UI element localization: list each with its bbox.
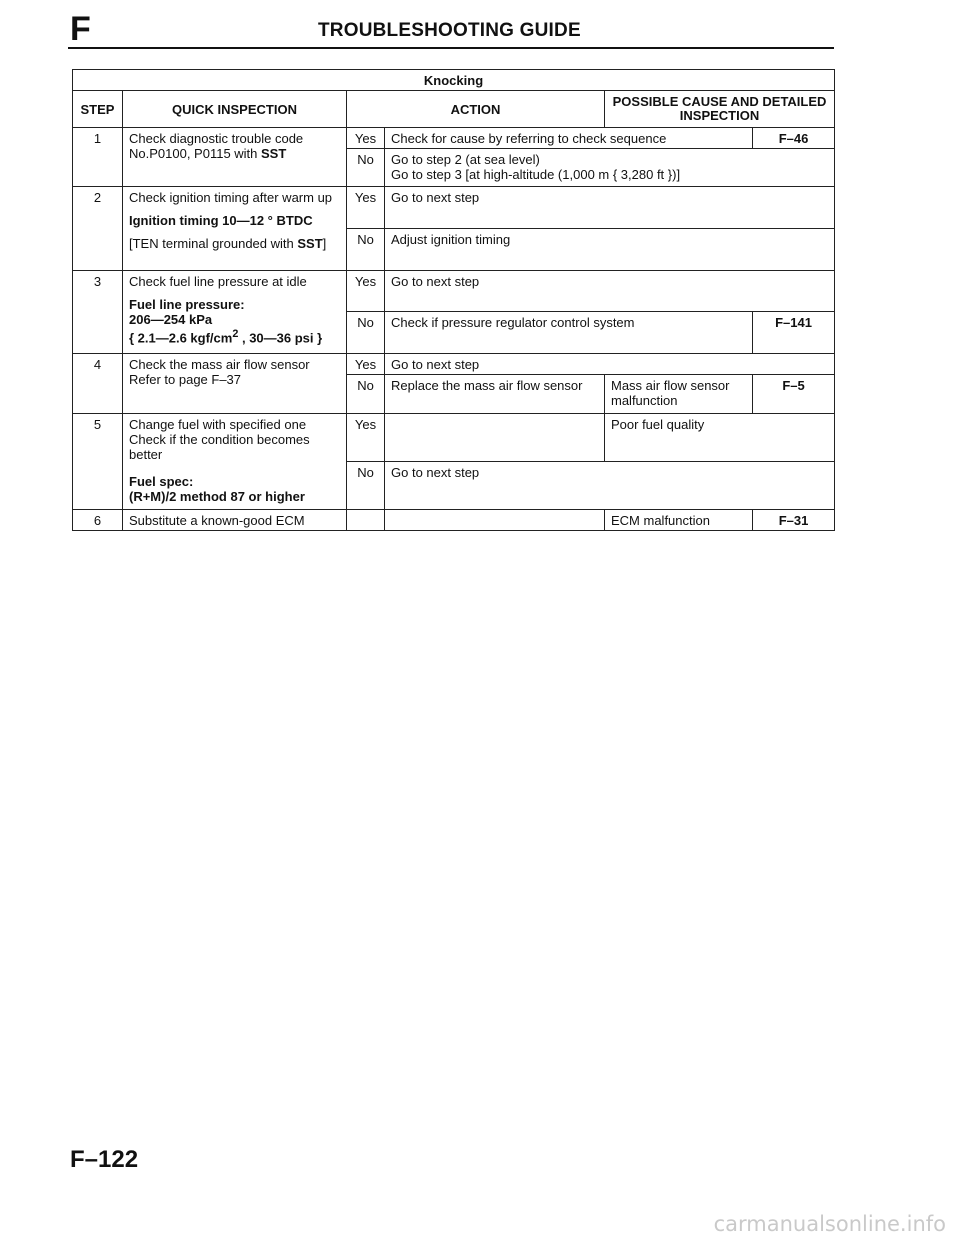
table-row [73,414,835,462]
yes-label: Yes [347,271,385,312]
no-label: No [347,149,385,187]
inspection-line: Check if the condition becomes [129,432,310,447]
table-row [73,128,835,149]
inspection-line: Check fuel line pressure at idle [129,274,307,289]
table-row [73,271,835,312]
inspection-line: Change fuel with specified one [129,417,307,432]
yes-label: Yes [347,187,385,229]
troubleshooting-table [72,69,835,531]
quick-inspection-cell [123,128,347,187]
quick-inspection-cell [123,354,347,414]
note-bold: SST [297,236,323,251]
inspection-line: Refer to page F–37 [129,372,242,387]
cause-cell: ECM malfunction [605,510,753,531]
column-header-step: STEP [73,91,123,128]
cause-cell: Poor fuel quality [605,414,835,462]
inspection-text: No.P0100, P0115 with [129,146,262,161]
yes-label: Yes [347,354,385,375]
inspection-spec: Fuel spec: [129,474,194,489]
step-number: 5 [73,414,123,510]
inspection-spec: Fuel line pressure: [129,297,245,312]
column-header-possible-cause: POSSIBLE CAUSE AND DETAILED INSPECTION [605,91,835,128]
cause-line: malfunction [611,393,678,408]
cause-line: Mass air flow sensor [611,378,730,393]
table-row [73,354,835,375]
step-number: 2 [73,187,123,271]
inspection-spec: 206—254 kPa [129,312,213,327]
watermark: carmanualsonline.info [713,1212,946,1236]
action-cell: Check for cause by referring to check sequence [385,128,753,149]
step-number: 6 [73,510,123,531]
no-label: No [347,312,385,354]
step-number: 4 [73,354,123,414]
table-row [73,187,835,229]
action-cell [385,510,605,531]
inspection-line: Check the mass air flow sensor [129,357,310,372]
header-rule [68,47,834,49]
yes-no-cell [347,510,385,531]
yes-label: Yes [347,414,385,462]
cause-cell [605,375,753,414]
column-header-action: ACTION [347,91,605,128]
page-title: TROUBLESHOOTING GUIDE [318,20,581,41]
note-text: ] [322,236,327,251]
no-label: No [347,229,385,271]
action-line: Go to step 3 [at high-altitude (1,000 m { 3,280 ft })] [391,167,681,182]
action-cell: Go to next step [385,187,835,229]
inspection-bold: SST [261,146,287,161]
quick-inspection-cell [123,271,347,354]
note-text: [TEN terminal grounded with [129,236,298,251]
reference-cell: F–141 [753,312,835,354]
spec-text: { 2.1—2.6 kgf/cm [129,330,233,346]
spec-text: , 30—36 psi } [238,330,323,346]
page-number: F–122 [70,1146,139,1173]
action-cell [385,149,835,187]
no-label: No [347,462,385,510]
column-header-quick-inspection: QUICK INSPECTION [123,91,347,128]
action-line: Go to step 2 (at sea level) [391,152,540,167]
quick-inspection-cell [123,187,347,271]
action-cell: Go to next step [385,354,835,375]
step-number: 1 [73,128,123,187]
step-number: 3 [73,271,123,354]
quick-inspection-cell: Substitute a known-good ECM [123,510,347,531]
inspection-spec: Ignition timing 10—12 ° BTDC [129,213,313,228]
inspection-line [129,146,340,161]
table-row [73,510,835,531]
inspection-line: Check diagnostic trouble code [129,131,304,146]
action-cell: Replace the mass air flow sensor [385,375,605,414]
reference-cell: F–46 [753,128,835,149]
action-cell [385,414,605,462]
inspection-spec: (R+M)/2 method 87 or higher [129,489,305,504]
action-cell: Adjust ignition timing [385,229,835,271]
inspection-line: better [129,447,163,462]
inspection-spec [129,327,340,345]
action-cell: Check if pressure regulator control system [385,312,753,354]
spec-superscript: 2 [232,328,239,340]
inspection-line: Check ignition timing after warm up [129,190,333,205]
section-letter: F [70,10,91,48]
reference-cell: F–5 [753,375,835,414]
reference-cell: F–31 [753,510,835,531]
yes-label: Yes [347,128,385,149]
action-cell: Go to next step [385,271,835,312]
no-label: No [347,375,385,414]
table-title: Knocking [73,70,835,91]
action-cell: Go to next step [385,462,835,510]
inspection-note [129,236,340,251]
quick-inspection-cell [123,414,347,510]
